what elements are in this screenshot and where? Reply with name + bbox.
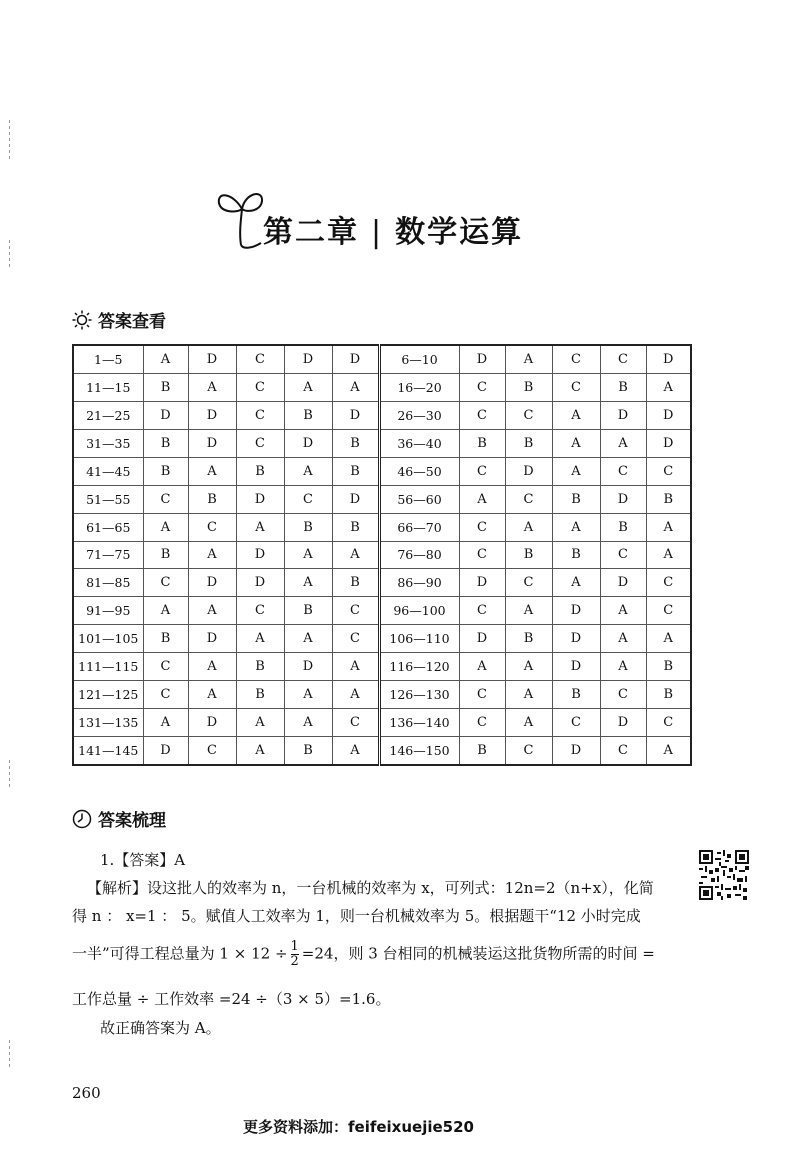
answer-cell: C: [332, 597, 379, 625]
table-row: [73, 485, 691, 513]
answer-cell: A: [284, 625, 332, 653]
table-row: [73, 680, 691, 708]
question-range: 6—10: [379, 345, 459, 374]
answer-cell: D: [459, 625, 505, 653]
answer-cell: B: [284, 736, 332, 765]
table-row: [73, 402, 691, 430]
analysis-line-4: 工作总量 ÷ 工作效率 =24 ÷（3 × 5）=1.6。: [72, 990, 391, 1008]
answer-cell: A: [284, 569, 332, 597]
answer-cell: C: [646, 457, 691, 485]
answer-cell: D: [552, 625, 600, 653]
question-range: 116—120: [379, 653, 459, 681]
scan-mark: [9, 760, 10, 790]
answer-cell: A: [188, 653, 236, 681]
answer-cell: C: [600, 345, 646, 374]
question-range: 16—20: [379, 374, 459, 402]
answer-cell: A: [188, 457, 236, 485]
qr-code: [699, 850, 749, 900]
answer-cell: D: [600, 402, 646, 430]
answer-cell: A: [505, 680, 552, 708]
answer-table-body: [73, 345, 691, 765]
answer-cell: A: [646, 513, 691, 541]
table-row: [73, 541, 691, 569]
analysis-line-3-start: 一半”可得工程总量为 1 × 12 ÷: [72, 944, 288, 963]
table-row: [73, 430, 691, 458]
answer-cell: C: [459, 513, 505, 541]
answer-cell: B: [505, 374, 552, 402]
answer-cell: D: [600, 569, 646, 597]
answer-cell: A: [552, 402, 600, 430]
answer-cell: C: [505, 402, 552, 430]
answer-cell: A: [236, 708, 284, 736]
question-range: 66—70: [379, 513, 459, 541]
answer-cell: B: [459, 430, 505, 458]
answer-cell: C: [600, 457, 646, 485]
question-range: 91—95: [73, 597, 143, 625]
fraction-numerator: 1: [290, 939, 299, 954]
analysis-line-3: [72, 940, 655, 969]
answer-cell: A: [646, 541, 691, 569]
answer-cell: B: [646, 485, 691, 513]
table-row: [73, 374, 691, 402]
question-range: 21—25: [73, 402, 143, 430]
table-row: [73, 513, 691, 541]
answer-cell: C: [552, 708, 600, 736]
answer-cell: D: [646, 345, 691, 374]
answer-cell: D: [600, 485, 646, 513]
table-row: [73, 708, 691, 736]
answer-cell: A: [505, 653, 552, 681]
answer-cell: A: [284, 374, 332, 402]
scan-mark: [9, 240, 10, 270]
answer-cell: A: [236, 736, 284, 765]
sun-icon: [72, 310, 92, 330]
chapter-number: 第二章: [263, 215, 359, 250]
answer-cell: B: [552, 541, 600, 569]
question-range: 111—115: [73, 653, 143, 681]
answer-cell: C: [552, 345, 600, 374]
question-range: 121—125: [73, 680, 143, 708]
answer-cell: A: [505, 513, 552, 541]
page-number: 260: [72, 1084, 101, 1102]
answer-cell: A: [188, 680, 236, 708]
answer-cell: C: [459, 680, 505, 708]
question-range: 101—105: [73, 625, 143, 653]
answer-cell: A: [332, 680, 379, 708]
answer-cell: A: [505, 597, 552, 625]
question-range: 71—75: [73, 541, 143, 569]
answer-cell: C: [332, 708, 379, 736]
answer-cell: C: [143, 485, 188, 513]
answer-cell: B: [236, 653, 284, 681]
answer-label: 1.【答案】A: [100, 851, 186, 869]
answer-cell: B: [236, 457, 284, 485]
answer-cell: C: [332, 625, 379, 653]
footer-contact: 更多资料添加：feifeixuejie520: [243, 1118, 474, 1136]
answer-cell: D: [188, 625, 236, 653]
section-answer-check: [72, 307, 166, 332]
question-range: 26—30: [379, 402, 459, 430]
question-range: 146—150: [379, 736, 459, 765]
answer-cell: A: [646, 374, 691, 402]
analysis-line-1: 【解析】设这批人的效率为 n，一台机械的效率为 x，可列式：12n=2（n+x），化简: [87, 879, 654, 897]
answer-cell: B: [143, 374, 188, 402]
answer-cell: A: [646, 736, 691, 765]
answer-cell: A: [188, 597, 236, 625]
question-range: 136—140: [379, 708, 459, 736]
answer-cell: C: [505, 569, 552, 597]
answer-cell: C: [600, 736, 646, 765]
answer-cell: D: [552, 597, 600, 625]
question-range: 141—145: [73, 736, 143, 765]
section-answer-review: [72, 806, 166, 831]
question-range: 131—135: [73, 708, 143, 736]
fraction: [291, 940, 299, 969]
answer-cell: D: [332, 345, 379, 374]
scan-mark: [9, 1040, 10, 1070]
answer-cell: C: [646, 569, 691, 597]
answer-cell: D: [505, 457, 552, 485]
answer-cell: D: [236, 569, 284, 597]
section-title: 答案梳理: [98, 811, 166, 831]
answer-cell: B: [332, 430, 379, 458]
analysis-line-2: 得 n ： x=1 ： 5。赋值人工效率为 1，则一台机械效率为 5。根据题干“12 小时完成: [72, 907, 641, 925]
answer-cell: A: [143, 513, 188, 541]
answer-cell: B: [505, 430, 552, 458]
answer-cell: A: [236, 625, 284, 653]
sprout-icon: [215, 185, 267, 257]
answer-cell: B: [600, 374, 646, 402]
chapter-title: [263, 207, 523, 251]
answer-cell: A: [505, 708, 552, 736]
fraction-denominator: 2: [290, 954, 299, 969]
question-range: 96—100: [379, 597, 459, 625]
answer-cell: A: [552, 513, 600, 541]
clock-icon: [72, 809, 92, 829]
answer-cell: D: [188, 708, 236, 736]
table-row: [73, 653, 691, 681]
answer-cell: C: [646, 597, 691, 625]
answer-cell: A: [143, 345, 188, 374]
answer-cell: D: [600, 708, 646, 736]
answer-cell: D: [284, 653, 332, 681]
answer-cell: C: [188, 736, 236, 765]
answer-cell: B: [143, 625, 188, 653]
table-row: [73, 457, 691, 485]
answer-cell: D: [236, 485, 284, 513]
answer-cell: D: [646, 402, 691, 430]
answer-cell: C: [236, 345, 284, 374]
answer-cell: D: [143, 402, 188, 430]
answer-cell: D: [552, 736, 600, 765]
table-row: [73, 597, 691, 625]
answer-cell: B: [459, 736, 505, 765]
answer-cell: A: [600, 653, 646, 681]
conclusion-line: 故正确答案为 A。: [100, 1019, 221, 1037]
table-row: [73, 736, 691, 765]
answer-cell: A: [600, 430, 646, 458]
answer-cell: A: [188, 541, 236, 569]
answer-cell: B: [143, 457, 188, 485]
answer-cell: B: [505, 625, 552, 653]
answer-cell: A: [600, 625, 646, 653]
question-range: 36—40: [379, 430, 459, 458]
answer-cell: A: [552, 430, 600, 458]
answer-cell: A: [459, 653, 505, 681]
question-range: 41—45: [73, 457, 143, 485]
answer-cell: C: [459, 541, 505, 569]
answer-cell: C: [459, 457, 505, 485]
question-range: 106—110: [379, 625, 459, 653]
answer-cell: D: [332, 485, 379, 513]
answer-cell: C: [236, 597, 284, 625]
question-range: 51—55: [73, 485, 143, 513]
answer-cell: A: [143, 708, 188, 736]
table-row: [73, 345, 691, 374]
answer-cell: C: [236, 430, 284, 458]
question-range: 61—65: [73, 513, 143, 541]
answer-cell: C: [459, 597, 505, 625]
answer-cell: C: [236, 402, 284, 430]
table-row: [73, 569, 691, 597]
answer-cell: C: [505, 736, 552, 765]
question-range: 31—35: [73, 430, 143, 458]
answer-cell: A: [505, 345, 552, 374]
answer-cell: B: [284, 402, 332, 430]
answer-cell: D: [284, 430, 332, 458]
answer-cell: C: [552, 374, 600, 402]
chapter-heading: [215, 185, 545, 265]
answer-cell: B: [332, 513, 379, 541]
answer-cell: A: [188, 374, 236, 402]
answer-cell: C: [600, 680, 646, 708]
answer-cell: A: [552, 457, 600, 485]
answer-cell: B: [600, 513, 646, 541]
answer-cell: B: [646, 680, 691, 708]
answer-cell: A: [332, 736, 379, 765]
answer-cell: C: [646, 708, 691, 736]
answer-cell: D: [188, 569, 236, 597]
question-range: 56—60: [379, 485, 459, 513]
answer-cell: D: [236, 541, 284, 569]
answer-cell: C: [459, 374, 505, 402]
question-range: 46—50: [379, 457, 459, 485]
answer-cell: B: [284, 597, 332, 625]
answer-cell: C: [188, 513, 236, 541]
answer-cell: B: [143, 541, 188, 569]
chapter-name: 数学运算: [395, 215, 524, 250]
answer-cell: C: [284, 485, 332, 513]
answer-cell: A: [332, 541, 379, 569]
answer-cell: B: [646, 653, 691, 681]
answer-cell: D: [459, 569, 505, 597]
answer-cell: A: [332, 374, 379, 402]
answer-cell: A: [284, 680, 332, 708]
section-title: 答案查看: [98, 312, 166, 332]
answer-cell: B: [505, 541, 552, 569]
answer-cell: A: [600, 597, 646, 625]
answer-cell: D: [552, 653, 600, 681]
answer-cell: C: [505, 485, 552, 513]
answer-cell: B: [332, 569, 379, 597]
answer-cell: C: [143, 653, 188, 681]
answer-cell: B: [552, 680, 600, 708]
answer-cell: C: [143, 680, 188, 708]
question-range: 11—15: [73, 374, 143, 402]
question-range: 1—5: [73, 345, 143, 374]
answer-cell: A: [236, 513, 284, 541]
answer-cell: B: [188, 485, 236, 513]
answer-table: [72, 344, 692, 766]
answer-cell: D: [188, 430, 236, 458]
answer-cell: C: [143, 569, 188, 597]
answer-cell: C: [459, 708, 505, 736]
answer-cell: B: [332, 457, 379, 485]
answer-cell: A: [284, 541, 332, 569]
answer-cell: A: [332, 653, 379, 681]
question-range: 76—80: [379, 541, 459, 569]
question-range: 126—130: [379, 680, 459, 708]
answer-cell: C: [600, 541, 646, 569]
chapter-separator: |: [371, 215, 384, 250]
answer-cell: A: [284, 457, 332, 485]
answer-cell: D: [332, 402, 379, 430]
answer-cell: D: [188, 345, 236, 374]
answer-cell: A: [143, 597, 188, 625]
answer-cell: D: [143, 736, 188, 765]
scan-mark: [9, 120, 10, 160]
answer-cell: D: [646, 430, 691, 458]
answer-cell: A: [459, 485, 505, 513]
table-row: [73, 625, 691, 653]
question-range: 81—85: [73, 569, 143, 597]
answer-cell: D: [459, 345, 505, 374]
answer-cell: B: [143, 430, 188, 458]
answer-cell: D: [188, 402, 236, 430]
analysis-line-3-end: =24，则 3 台相同的机械装运这批货物所需的时间 =: [301, 944, 655, 963]
answer-cell: B: [552, 485, 600, 513]
answer-cell: A: [284, 708, 332, 736]
answer-cell: B: [236, 680, 284, 708]
answer-cell: A: [552, 569, 600, 597]
answer-cell: C: [459, 402, 505, 430]
answer-cell: C: [236, 374, 284, 402]
answer-cell: D: [284, 345, 332, 374]
question-range: 86—90: [379, 569, 459, 597]
answer-cell: B: [284, 513, 332, 541]
answer-cell: A: [646, 625, 691, 653]
